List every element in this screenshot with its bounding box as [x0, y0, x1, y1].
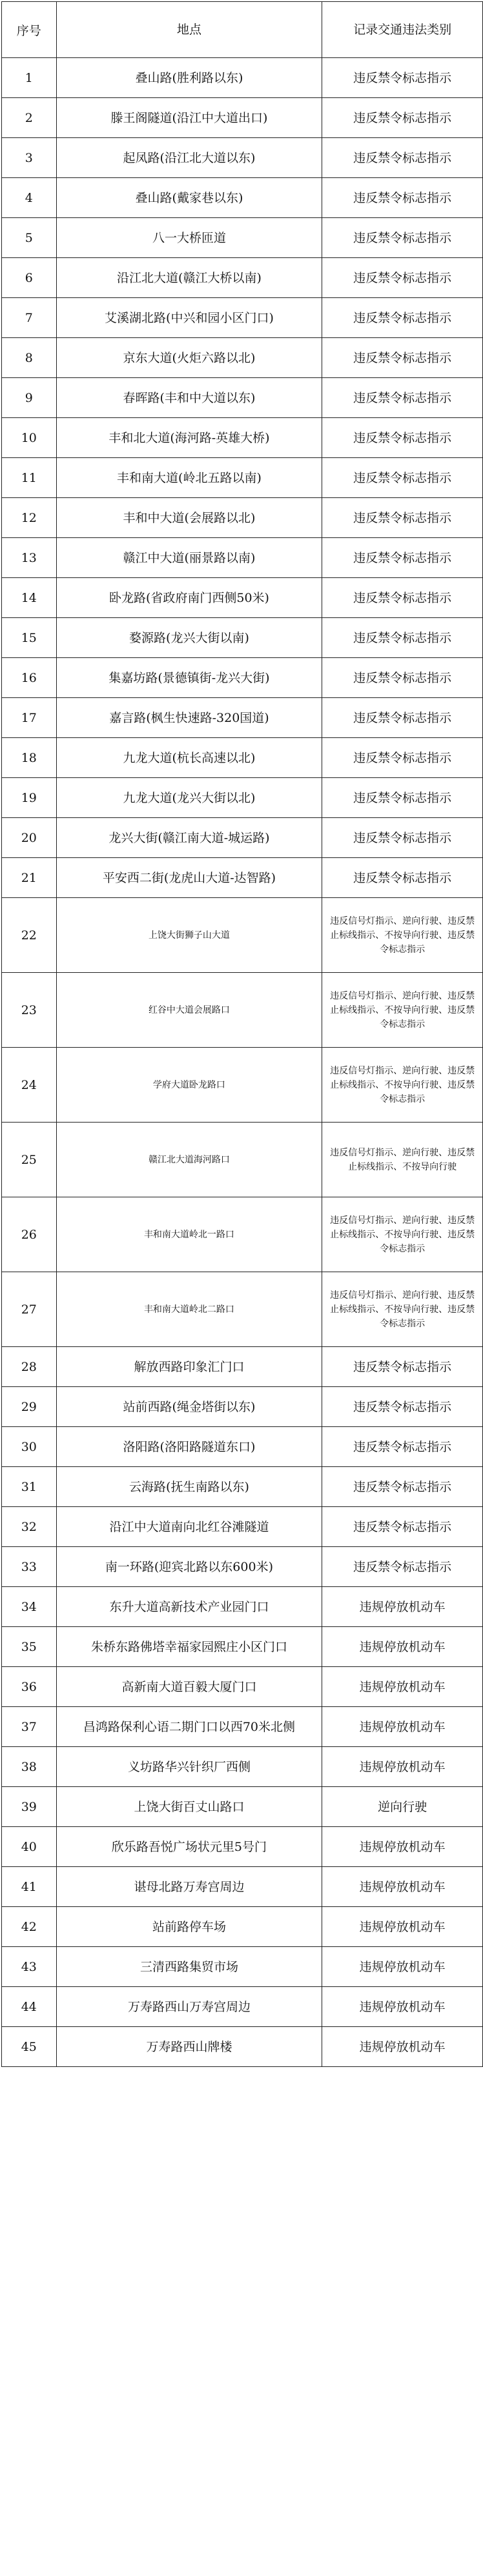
row-number: 22 [2, 898, 57, 973]
table-row [2, 1827, 483, 1867]
row-number: 4 [2, 178, 57, 218]
row-location: 九龙大道(杭长高速以北) [56, 738, 322, 778]
table-row [2, 1947, 483, 1987]
row-number: 2 [2, 98, 57, 138]
row-number: 11 [2, 458, 57, 498]
row-category: 违规停放机动车 [322, 2027, 483, 2067]
row-category: 违反禁令标志指示 [322, 338, 483, 378]
row-category: 违反禁令标志指示 [322, 138, 483, 178]
row-number: 16 [2, 658, 57, 698]
row-location: 上饶大街百丈山路口 [56, 1787, 322, 1827]
row-number: 13 [2, 538, 57, 578]
row-location: 红谷中大道会展路口 [56, 973, 322, 1048]
row-category: 违反禁令标志指示 [322, 778, 483, 818]
row-location: 站前路停车场 [56, 1907, 322, 1947]
table-header [2, 2, 483, 58]
table-row [2, 1507, 483, 1547]
row-location: 集嘉坊路(景德镇街-龙兴大街) [56, 658, 322, 698]
row-location: 朱桥东路佛塔幸福家园熙庄小区门口 [56, 1627, 322, 1667]
row-location: 京东大道(火炬六路以北) [56, 338, 322, 378]
row-number: 5 [2, 218, 57, 258]
row-location: 欣乐路吾悦广场状元里5号门 [56, 1827, 322, 1867]
table-row [2, 1272, 483, 1347]
row-category: 违规停放机动车 [322, 1667, 483, 1707]
row-number: 34 [2, 1587, 57, 1627]
row-category: 违反禁令标志指示 [322, 1507, 483, 1547]
table-row [2, 1123, 483, 1197]
header-category: 记录交通违法类别 [322, 2, 483, 58]
row-location: 八一大桥匝道 [56, 218, 322, 258]
row-number: 39 [2, 1787, 57, 1827]
row-number: 20 [2, 818, 57, 858]
header-no: 序号 [2, 2, 57, 58]
row-number: 28 [2, 1347, 57, 1387]
row-category: 违反禁令标志指示 [322, 98, 483, 138]
table-row [2, 818, 483, 858]
violation-locations-table [1, 1, 483, 2067]
row-category: 违规停放机动车 [322, 1587, 483, 1627]
row-location: 丰和南大道(岭北五路以南) [56, 458, 322, 498]
row-location: 谌母北路万寿宫周边 [56, 1867, 322, 1907]
row-category: 违规停放机动车 [322, 1987, 483, 2027]
table-row [2, 1707, 483, 1747]
row-location: 沿江中大道南向北红谷滩隧道 [56, 1507, 322, 1547]
row-location: 三清西路集贸市场 [56, 1947, 322, 1987]
row-number: 25 [2, 1123, 57, 1197]
row-number: 36 [2, 1667, 57, 1707]
table-row [2, 538, 483, 578]
row-location: 站前西路(绳金塔街以东) [56, 1387, 322, 1427]
row-category: 违反信号灯指示、逆向行驶、违反禁止标线指示、不按导向行驶、违反禁令标志指示 [322, 1272, 483, 1347]
row-location: 昌鸿路保利心语二期门口以西70米北侧 [56, 1707, 322, 1747]
row-number: 42 [2, 1907, 57, 1947]
row-category: 违规停放机动车 [322, 1747, 483, 1787]
table-row [2, 1547, 483, 1587]
row-location: 万寿路西山万寿宫周边 [56, 1987, 322, 2027]
row-number: 23 [2, 973, 57, 1048]
table-row [2, 1667, 483, 1707]
table-row [2, 498, 483, 538]
table-row [2, 338, 483, 378]
row-number: 1 [2, 58, 57, 98]
table-row [2, 898, 483, 973]
row-category: 违反禁令标志指示 [322, 218, 483, 258]
row-category: 违反禁令标志指示 [322, 858, 483, 898]
row-category: 违反信号灯指示、逆向行驶、违反禁止标线指示、不按导向行驶、违反禁令标志指示 [322, 898, 483, 973]
row-number: 35 [2, 1627, 57, 1667]
table-row [2, 298, 483, 338]
table-row [2, 2027, 483, 2067]
row-location: 卧龙路(省政府南门西侧50米) [56, 578, 322, 618]
row-category: 违反禁令标志指示 [322, 658, 483, 698]
table-row [2, 1627, 483, 1667]
row-number: 9 [2, 378, 57, 418]
row-location: 南一环路(迎宾北路以东600米) [56, 1547, 322, 1587]
row-number: 43 [2, 1947, 57, 1987]
row-location: 上饶大街狮子山大道 [56, 898, 322, 973]
row-location: 丰和南大道岭北一路口 [56, 1197, 322, 1272]
row-location: 沿江北大道(赣江大桥以南) [56, 258, 322, 298]
row-number: 8 [2, 338, 57, 378]
row-location: 平安西二街(龙虎山大道-达智路) [56, 858, 322, 898]
header-location: 地点 [56, 2, 322, 58]
row-number: 6 [2, 258, 57, 298]
row-number: 40 [2, 1827, 57, 1867]
row-category: 违反禁令标志指示 [322, 618, 483, 658]
row-number: 7 [2, 298, 57, 338]
row-number: 12 [2, 498, 57, 538]
row-category: 违反信号灯指示、逆向行驶、违反禁止标线指示、不按导向行驶、违反禁令标志指示 [322, 1197, 483, 1272]
row-category: 违反禁令标志指示 [322, 178, 483, 218]
row-category: 违反禁令标志指示 [322, 1547, 483, 1587]
row-category: 违反禁令标志指示 [322, 258, 483, 298]
table-row [2, 578, 483, 618]
row-number: 32 [2, 1507, 57, 1547]
table-row [2, 858, 483, 898]
row-location: 起凤路(沿江北大道以东) [56, 138, 322, 178]
row-category: 违规停放机动车 [322, 1947, 483, 1987]
row-category: 违反禁令标志指示 [322, 378, 483, 418]
table-row [2, 698, 483, 738]
row-location: 婺源路(龙兴大街以南) [56, 618, 322, 658]
table-row [2, 658, 483, 698]
row-category: 违反信号灯指示、逆向行驶、违反禁止标线指示、不按导向行驶、违反禁令标志指示 [322, 1048, 483, 1123]
row-number: 31 [2, 1467, 57, 1507]
table-row [2, 1197, 483, 1272]
row-category: 违规停放机动车 [322, 1707, 483, 1747]
row-location: 丰和北大道(海河路-英雄大桥) [56, 418, 322, 458]
row-number: 10 [2, 418, 57, 458]
row-category: 违反禁令标志指示 [322, 458, 483, 498]
row-category: 违反信号灯指示、逆向行驶、违反禁止标线指示、不按导向行驶、违反禁令标志指示 [322, 973, 483, 1048]
row-category: 违反禁令标志指示 [322, 298, 483, 338]
row-number: 21 [2, 858, 57, 898]
header-row [2, 2, 483, 58]
row-number: 17 [2, 698, 57, 738]
row-location: 滕王阁隧道(沿江中大道出口) [56, 98, 322, 138]
row-number: 18 [2, 738, 57, 778]
row-category: 违反禁令标志指示 [322, 418, 483, 458]
table-row [2, 1787, 483, 1827]
row-category: 违反禁令标志指示 [322, 498, 483, 538]
row-category: 违规停放机动车 [322, 1827, 483, 1867]
row-number: 37 [2, 1707, 57, 1747]
row-category: 违反禁令标志指示 [322, 1467, 483, 1507]
table-row [2, 618, 483, 658]
row-location: 龙兴大街(赣江南大道-城运路) [56, 818, 322, 858]
row-number: 38 [2, 1747, 57, 1787]
table-body [2, 58, 483, 2067]
row-location: 万寿路西山牌楼 [56, 2027, 322, 2067]
row-category: 违反禁令标志指示 [322, 738, 483, 778]
row-category: 违规停放机动车 [322, 1907, 483, 1947]
row-location: 九龙大道(龙兴大街以北) [56, 778, 322, 818]
row-number: 44 [2, 1987, 57, 2027]
row-category: 违反禁令标志指示 [322, 538, 483, 578]
row-number: 26 [2, 1197, 57, 1272]
table-row [2, 218, 483, 258]
table-row [2, 1427, 483, 1467]
table-row [2, 178, 483, 218]
table-row [2, 1907, 483, 1947]
row-location: 赣江中大道(丽景路以南) [56, 538, 322, 578]
row-number: 15 [2, 618, 57, 658]
row-location: 艾溪湖北路(中兴和园小区门口) [56, 298, 322, 338]
row-category: 违反禁令标志指示 [322, 1347, 483, 1387]
row-location: 赣江北大道海河路口 [56, 1123, 322, 1197]
row-category: 逆向行驶 [322, 1787, 483, 1827]
row-number: 3 [2, 138, 57, 178]
table-row [2, 1347, 483, 1387]
row-location: 高新南大道百毅大厦门口 [56, 1667, 322, 1707]
table-row [2, 1747, 483, 1787]
table-row [2, 458, 483, 498]
table-row [2, 378, 483, 418]
row-number: 24 [2, 1048, 57, 1123]
row-location: 叠山路(戴家巷以东) [56, 178, 322, 218]
row-category: 违反禁令标志指示 [322, 1387, 483, 1427]
row-category: 违反禁令标志指示 [322, 578, 483, 618]
table-row [2, 1867, 483, 1907]
row-category: 违反禁令标志指示 [322, 818, 483, 858]
row-location: 云海路(抚生南路以东) [56, 1467, 322, 1507]
row-number: 41 [2, 1867, 57, 1907]
table-row [2, 778, 483, 818]
row-location: 学府大道卧龙路口 [56, 1048, 322, 1123]
table-row [2, 1987, 483, 2027]
row-number: 33 [2, 1547, 57, 1587]
row-number: 30 [2, 1427, 57, 1467]
table-row [2, 98, 483, 138]
row-number: 45 [2, 2027, 57, 2067]
row-location: 洛阳路(洛阳路隧道东口) [56, 1427, 322, 1467]
table-row [2, 138, 483, 178]
row-category: 违反禁令标志指示 [322, 698, 483, 738]
row-location: 东升大道高新技术产业园门口 [56, 1587, 322, 1627]
table-row [2, 1048, 483, 1123]
row-category: 违规停放机动车 [322, 1627, 483, 1667]
row-location: 叠山路(胜利路以东) [56, 58, 322, 98]
table-row [2, 1587, 483, 1627]
table-row [2, 258, 483, 298]
row-location: 丰和南大道岭北二路口 [56, 1272, 322, 1347]
row-location: 解放西路印象汇门口 [56, 1347, 322, 1387]
row-location: 春晖路(丰和中大道以东) [56, 378, 322, 418]
table-row [2, 1387, 483, 1427]
table-row [2, 973, 483, 1048]
row-location: 义坊路华兴针织厂西侧 [56, 1747, 322, 1787]
row-number: 27 [2, 1272, 57, 1347]
table-row [2, 738, 483, 778]
row-number: 29 [2, 1387, 57, 1427]
table-row [2, 1467, 483, 1507]
row-location: 丰和中大道(会展路以北) [56, 498, 322, 538]
row-category: 违反禁令标志指示 [322, 1427, 483, 1467]
row-category: 违反信号灯指示、逆向行驶、违反禁止标线指示、不按导向行驶 [322, 1123, 483, 1197]
row-category: 违规停放机动车 [322, 1867, 483, 1907]
row-category: 违反禁令标志指示 [322, 58, 483, 98]
table-row [2, 58, 483, 98]
row-location: 嘉言路(枫生快速路-320国道) [56, 698, 322, 738]
row-number: 14 [2, 578, 57, 618]
table-row [2, 418, 483, 458]
row-number: 19 [2, 778, 57, 818]
